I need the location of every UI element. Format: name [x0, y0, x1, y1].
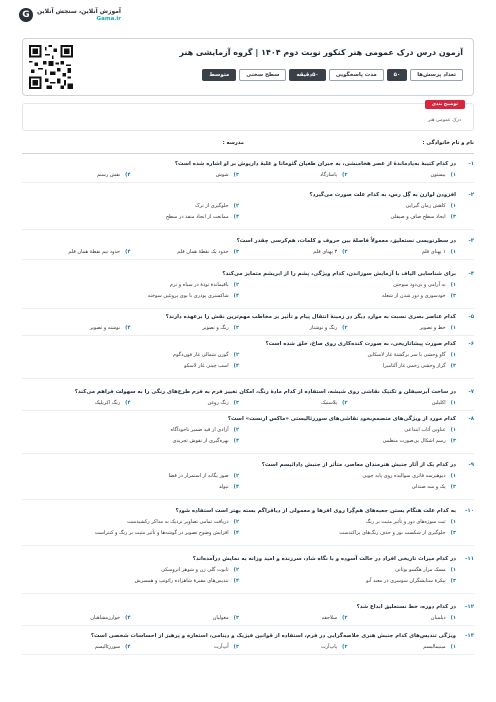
question-stem — [22, 271, 474, 279]
option-number: ۲) — [233, 518, 239, 525]
question-number: ۴- — [468, 271, 474, 277]
option-number: ۳) — [450, 292, 456, 299]
question-text: به کدام علت هنگام بستن جعبه‌های هم‌گِرا روی افرها و معمولی از دیافراگم بسته بهتر است استفاده شود؟ — [175, 508, 456, 514]
option-text: گوزن شمالی غار فون‌دگوم — [173, 351, 229, 358]
option-text: افزایش وضوح تصویر در گوشه‌ها و تأثیر مثبت بر رنگ و کنتراست — [94, 529, 229, 536]
question-item — [22, 161, 474, 183]
option-text: بهره‌گیری از نقوش تجریدی — [172, 437, 229, 444]
options-list — [22, 325, 474, 331]
option-text: پاسارگاد — [319, 171, 338, 178]
answer-option[interactable] — [239, 325, 348, 331]
option-number: ۲) — [342, 614, 348, 621]
option-number: ۲) — [233, 426, 239, 433]
option-text: عناوین آثاب ابتداعی — [404, 426, 446, 433]
answer-option[interactable] — [22, 203, 239, 209]
question-text: در کدام میراث تاریخی افراد در حالت آسوده و با نگاه شاد، سرزنده و امید وزانه به نمایش درآمده‌اند؟ — [192, 556, 456, 562]
option-number: ۳) — [450, 437, 456, 444]
answer-option[interactable] — [22, 293, 239, 299]
option-number: ۱) — [450, 643, 456, 650]
brand[interactable] — [19, 8, 121, 23]
option-number: ۴) — [125, 399, 131, 406]
answer-option[interactable] — [131, 325, 240, 331]
answer-option[interactable] — [131, 615, 240, 621]
question-stem — [22, 192, 474, 200]
option-number: ۳) — [450, 577, 456, 584]
options-list — [22, 352, 474, 374]
answer-option[interactable] — [239, 363, 456, 369]
option-number: ۴) — [125, 171, 131, 178]
option-number: ۴) — [125, 324, 131, 331]
answer-option[interactable] — [22, 214, 239, 220]
answer-option[interactable] — [131, 249, 240, 255]
question-text: در کدام کتیبهٔ به‌یادماندهٔ از عصر هخامنشی، به جبران طغیان گئوماتا و غلبهٔ داریوش بر او اشاره شده است؟ — [174, 161, 456, 167]
option-number: ۲) — [342, 643, 348, 650]
answer-option[interactable] — [22, 578, 239, 584]
question-text: کدام صورت پیشاتاریخی، به صورت کنده‌کاری روی صاخ، خلق شده است؟ — [265, 341, 456, 347]
question-item — [22, 462, 474, 500]
answer-option[interactable] — [239, 293, 456, 299]
question-text: کدام عناصر بصری نسبت به موارد دیگر در زمینهٔ انتقال پیام و تأثیر بر مخاطب مهم‌ترین نقش را برعهده دارند؟ — [165, 314, 456, 320]
questions-count-label: تعداد پرسش‌ها — [410, 69, 463, 81]
option-number: ۴) — [125, 643, 131, 650]
option-text: جلوگیری از شکست نور و حذف رنگ‌های پراکندست — [339, 529, 446, 536]
option-number: ۳) — [450, 529, 456, 536]
options-list — [22, 203, 474, 225]
answer-option[interactable] — [239, 615, 348, 621]
question-number: ۲- — [468, 192, 474, 198]
answer-option[interactable] — [239, 400, 348, 406]
option-text: شوش — [215, 171, 229, 178]
option-text: سوررئالیسم — [94, 643, 121, 650]
option-number: ۴) — [233, 483, 239, 490]
answer-option[interactable] — [131, 644, 240, 650]
option-text: دیلمیان — [430, 614, 446, 621]
option-text: بیستون — [430, 171, 446, 178]
duration-value: ۵۰دقیقه — [289, 69, 325, 81]
question-number: ۱۰- — [465, 508, 474, 514]
answer-option[interactable] — [239, 282, 456, 288]
question-item — [22, 341, 474, 379]
option-text: باقیماندهٔ تودهٔ در سیاه و نرم — [169, 281, 229, 288]
answer-option[interactable] — [131, 400, 240, 406]
difficulty-label: سطح سختی — [239, 69, 286, 81]
option-number: ۳) — [450, 362, 456, 369]
exam-header — [22, 38, 474, 96]
option-number: ۴) — [233, 577, 239, 584]
exam-meta-chips — [202, 69, 463, 81]
option-text: تندیس‌های مقبرهٔ شاهزاده رائوتپ و همسرش — [134, 577, 229, 584]
answer-option[interactable] — [239, 578, 456, 584]
question-number: ۳- — [468, 238, 474, 244]
option-text: خوارزمشاهیان — [90, 614, 121, 621]
option-text: مسک مزار هگسو بوتانی — [395, 566, 446, 573]
option-text: یک و سه صندلی — [411, 483, 446, 490]
question-item — [22, 192, 474, 230]
option-number: ۳) — [233, 171, 239, 178]
option-number: ۳) — [233, 614, 239, 621]
question-stem — [22, 161, 474, 169]
options-list — [22, 400, 474, 406]
option-text: دیوهیرسه فاتری سوالیده روی پایه چوبی — [362, 472, 446, 479]
question-item — [22, 389, 474, 411]
option-text: پیکرهٔ ستایشگران سوسری در معبد آبو — [366, 577, 446, 584]
question-stem — [22, 389, 474, 397]
option-text: آزادی از قید ضمیر ناخودآگاه — [170, 426, 229, 433]
answer-option[interactable] — [22, 644, 131, 650]
question-item — [22, 271, 474, 309]
question-stem — [22, 314, 474, 322]
question-item — [22, 556, 474, 594]
option-number: ۴) — [233, 362, 239, 369]
question-number: ۸- — [468, 416, 474, 422]
option-number: ۲) — [342, 248, 348, 255]
question-text: در کدام یک از آثار جنبش هنرمندان معاصر، متأثر از جنبش دادائیسم است؟ — [261, 462, 456, 468]
option-number: ۱) — [450, 518, 456, 525]
question-number: ۵- — [468, 314, 474, 320]
answer-option[interactable] — [22, 249, 131, 255]
question-item — [22, 238, 474, 260]
question-divider — [22, 625, 474, 626]
answer-option[interactable] — [22, 400, 131, 406]
option-text: جلوگیری از ترک — [195, 202, 229, 209]
answer-option[interactable] — [22, 519, 239, 525]
option-number: ۱) — [450, 202, 456, 209]
option-text: گاو وحشی با سر برگشتهٔ غار لاسکاین — [367, 351, 446, 358]
option-number: ۳) — [233, 643, 239, 650]
option-text: ایجاد سطح صاف و صیقلی — [390, 213, 446, 220]
student-name-label[interactable]: نام و نام خانوادگی : — [422, 140, 474, 146]
question-divider — [22, 593, 474, 594]
options-list — [22, 249, 474, 255]
question-divider — [22, 410, 474, 411]
option-text: ۳ پهنای قلم — [313, 248, 338, 255]
option-text: ۱ پهنای قلم — [421, 248, 446, 255]
option-text: مغولیان — [212, 614, 229, 621]
option-number: ۲) — [233, 566, 239, 573]
option-number: ۳) — [233, 324, 239, 331]
notes-box — [22, 103, 474, 131]
question-number: ۷- — [468, 389, 474, 395]
answer-option[interactable] — [239, 214, 456, 220]
option-text: تیولد — [219, 483, 229, 490]
answer-option[interactable] — [239, 203, 456, 209]
option-text: کاهش زمان گیرایی — [405, 202, 446, 209]
question-divider — [22, 499, 474, 500]
option-text: رسم اشکال بی‌صورت منظمی — [382, 437, 446, 444]
answer-option[interactable] — [348, 325, 457, 331]
student-info — [22, 140, 474, 146]
question-stem — [22, 633, 474, 641]
question-stem — [22, 556, 474, 564]
option-number: ۱) — [450, 566, 456, 573]
options-list — [22, 427, 474, 449]
option-number: ۴) — [233, 529, 239, 536]
option-text: رنگ و تصویر — [202, 324, 229, 331]
answer-option[interactable] — [22, 282, 239, 288]
question-divider — [22, 378, 474, 379]
question-divider — [22, 182, 474, 183]
option-number: ۱) — [450, 281, 456, 288]
question-divider — [22, 453, 474, 454]
answer-option[interactable] — [22, 427, 239, 433]
question-divider — [22, 308, 474, 309]
question-text: برای شناسایی الیاف با آزمایش سوزاندن، کدام ویژگی، پشم را از ابریشم متمایز می‌کند؟ — [222, 271, 456, 277]
question-stem — [22, 462, 474, 470]
option-text: ثبت سوژه‌های دور و تأثیر مثبت بر رنگ — [365, 518, 446, 525]
question-text: در کدام دوره، خط نستعلیق ابداع شد؟ — [356, 604, 456, 610]
exam-title: آزمون درس درک عمومی هنر کنکور نوبت دوم ۱۴۰۴ | گروه آزمایشی هنر — [179, 48, 463, 57]
answer-option[interactable] — [239, 530, 456, 536]
option-text: نوشته و تصویر — [89, 324, 121, 331]
question-text: کدام مورد از ویژگی‌های متصمم‌بخود نقاشی‌های سوررئالیستی «ماکس ارنست» است؟ — [227, 416, 456, 422]
duration-label: مدت پاسخگویی — [329, 69, 384, 81]
questions-count-value: ۵۰ — [387, 69, 408, 81]
option-number: ۴) — [125, 614, 131, 621]
brand-slogan: آموزش آنلاین، سنجش آنلاین — [36, 8, 121, 15]
answer-option[interactable] — [239, 484, 456, 490]
difficulty-value: متوسط — [202, 69, 236, 81]
notes-text: درک عمومی هنر — [427, 118, 461, 123]
answer-option[interactable] — [348, 400, 457, 406]
question-number: ۱۲- — [465, 604, 474, 610]
option-text: پاپ‌آرت — [321, 643, 338, 650]
option-number: ۴) — [125, 248, 131, 255]
question-item — [22, 508, 474, 546]
option-number: ۳) — [450, 213, 456, 220]
school-label[interactable]: مدرسه : — [222, 140, 244, 146]
answer-option[interactable] — [22, 363, 239, 369]
option-number: ۱) — [450, 171, 456, 178]
question-stem — [22, 416, 474, 424]
option-number: ۲) — [342, 399, 348, 406]
option-text: نقش رستم — [96, 171, 121, 178]
brand-site[interactable]: Gama.ir — [96, 15, 121, 22]
option-number: ۲) — [342, 171, 348, 178]
option-number: ۲) — [233, 472, 239, 479]
options-list — [22, 282, 474, 304]
option-number: ۱) — [450, 248, 456, 255]
gama-logo-icon: G — [19, 8, 33, 22]
question-divider — [22, 654, 474, 655]
question-divider — [22, 259, 474, 260]
question-text: ویژگی تندیس‌های کدام جنبش هنری خلاصه‌گرایی در فرم، استفاده از قوانین فیزیک و دینامی، استعاره و پرهیز از احساسات شخصی است؟ — [90, 633, 456, 639]
question-number: ۱۳- — [465, 633, 474, 639]
options-list — [22, 519, 474, 541]
option-text: اُپ‌آرت — [214, 643, 229, 650]
answer-option[interactable] — [239, 352, 456, 358]
question-number: ۱۱- — [465, 556, 474, 562]
option-text: حدود یک نقطهٔ همان قلم — [177, 248, 229, 255]
answer-option[interactable] — [348, 172, 457, 178]
option-number: ۳) — [233, 399, 239, 406]
options-list — [22, 644, 474, 650]
option-text: اکلیلین — [431, 399, 446, 406]
option-text: اسب چینی غار لاسکو — [184, 362, 229, 369]
question-text: افزودن لوازن به گِل رس، به کدام علت صورت می‌گیرد؟ — [309, 192, 456, 198]
answer-option[interactable] — [22, 352, 239, 358]
answer-option[interactable] — [22, 530, 239, 536]
option-text: رنگ اکریلیک — [94, 399, 121, 406]
option-text: خط و تصویر — [419, 324, 446, 331]
option-text: گراز وحشی زخمی غار آلتامیرا — [382, 362, 446, 369]
question-divider — [22, 335, 474, 336]
question-stem — [22, 508, 474, 516]
options-list — [22, 567, 474, 589]
question-stem — [22, 341, 474, 349]
options-list — [22, 172, 474, 178]
option-number: ۱) — [450, 399, 456, 406]
question-item — [22, 633, 474, 655]
answer-option[interactable] — [22, 484, 239, 490]
answer-option[interactable] — [22, 615, 131, 621]
option-text: خودسوزی و دور شدن از شعله — [381, 292, 446, 299]
question-number: ۹- — [468, 462, 474, 468]
answer-option[interactable] — [239, 249, 348, 255]
option-number: ۲) — [233, 202, 239, 209]
qr-code-icon[interactable] — [29, 45, 73, 89]
answer-option[interactable] — [131, 172, 240, 178]
option-number: ۱) — [450, 472, 456, 479]
option-number: ۴) — [233, 213, 239, 220]
answer-option[interactable] — [22, 473, 239, 479]
option-number: ۳) — [233, 248, 239, 255]
question-text: در ساخت آبرسیفلن و تکنیک نقاشی روی شیشه، استفاده از کدام مادهٔ رنگ، امکان تغییر فرم به فرم طرح‌های رنگی را به سهولت فراهم می‌کند؟ — [74, 389, 456, 395]
answer-option[interactable] — [348, 644, 457, 650]
question-number: ۶- — [468, 341, 474, 347]
option-number: ۱) — [450, 614, 456, 621]
option-number: ۲) — [233, 281, 239, 288]
option-text: مینیمالیسم — [423, 643, 446, 650]
question-stem — [22, 604, 474, 612]
option-text: ممانعت از ایجاد منفذ در سطح — [165, 213, 229, 220]
answer-option[interactable] — [239, 172, 348, 178]
option-number: ۴) — [233, 437, 239, 444]
answer-option[interactable] — [239, 427, 456, 433]
options-list — [22, 615, 474, 621]
answer-option[interactable] — [239, 519, 456, 525]
question-item — [22, 416, 474, 454]
option-text: به آرامی و بی‌دود سوختن — [393, 281, 446, 288]
answer-option[interactable] — [22, 438, 239, 444]
option-text: شاکستری پودری با بوی پروتئین سوخته — [147, 292, 229, 299]
option-number: ۳) — [450, 483, 456, 490]
question-number: ۱- — [468, 161, 474, 167]
option-number: ۱) — [450, 324, 456, 331]
option-text: تابوت گلی زن و شوهر اتروسکی — [161, 566, 229, 573]
option-text: دریافت تمامی تصاویر نزدیک به مداکر رکشیدست — [127, 518, 229, 525]
answer-option[interactable] — [239, 438, 456, 444]
option-text: رنگ روغن — [207, 399, 229, 406]
option-text: صور یگانه از استمرار در فضا — [168, 472, 229, 479]
answer-option[interactable] — [22, 325, 131, 331]
question-stem — [22, 238, 474, 246]
option-number: ۱) — [450, 426, 456, 433]
answer-option[interactable] — [22, 567, 239, 573]
option-text: حدود نیم نقطهٔ همان قلم — [68, 248, 121, 255]
answer-option[interactable] — [22, 172, 131, 178]
option-number: ۴) — [233, 292, 239, 299]
question-divider — [22, 229, 474, 230]
option-text: رنگ و نوشتار — [309, 324, 338, 331]
option-number: ۱) — [450, 351, 456, 358]
question-divider — [22, 545, 474, 546]
answer-option[interactable] — [348, 249, 457, 255]
answer-option[interactable] — [239, 644, 348, 650]
notes-badge: توضیح بندی — [425, 100, 465, 109]
options-list — [22, 473, 474, 495]
question-text: در سطرنویسی نستعلیق، معمولاً فاصلهٔ بین حروف و کلمات، هم‌کرسی چقدر است؟ — [236, 238, 456, 244]
question-item — [22, 604, 474, 626]
divider — [22, 153, 474, 154]
answer-option[interactable] — [239, 567, 456, 573]
answer-option[interactable] — [348, 615, 457, 621]
question-item — [22, 314, 474, 336]
answer-option[interactable] — [239, 473, 456, 479]
option-number: ۲) — [233, 351, 239, 358]
option-number: ۲) — [342, 324, 348, 331]
option-text: سلاجقه — [321, 614, 338, 621]
option-text: پلاستیک — [321, 399, 338, 406]
